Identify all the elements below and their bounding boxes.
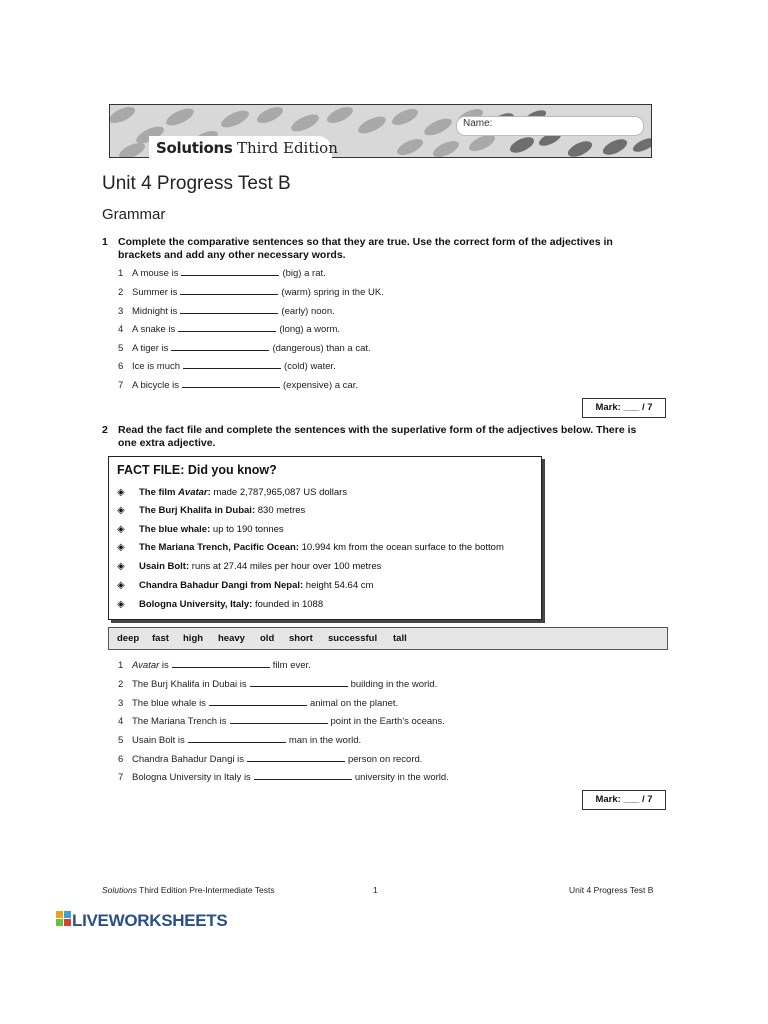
q1-item (118, 341, 371, 354)
q2-number: 2 (102, 424, 108, 436)
answer-blank[interactable] (180, 304, 278, 314)
item-post: (long) a worm. (279, 324, 341, 335)
word-bank-item: old (260, 633, 275, 644)
q1-item (118, 378, 358, 391)
name-label: Name: (463, 118, 493, 129)
diamond-bullet-icon: ◈ (117, 561, 125, 572)
item-number: 1 (118, 660, 124, 671)
item-number: 6 (118, 361, 124, 372)
diamond-bullet-icon: ◈ (117, 524, 125, 535)
item-number: 7 (118, 380, 124, 391)
item-post: (big) a rat. (282, 268, 326, 279)
q2-mark-box: Mark: ___ / 7 (582, 790, 666, 810)
q1-mark-box: Mark: ___ / 7 (582, 398, 666, 418)
item-post: person on record. (347, 754, 423, 765)
item-pre: Midnight is (132, 306, 178, 317)
item-pre: Ice is much (132, 361, 181, 372)
item-pre: Summer is (132, 287, 178, 298)
answer-blank[interactable] (209, 696, 307, 706)
footer-page-number: 1 (373, 885, 378, 895)
q2-item (118, 677, 437, 690)
fact-label: The blue whale: (139, 524, 211, 535)
fact-label-italic: Avatar (178, 487, 208, 498)
diamond-bullet-icon: ◈ (117, 487, 125, 498)
q1-number: 1 (102, 236, 108, 248)
q1-item (118, 359, 336, 372)
q1-item (118, 285, 384, 298)
item-pre: is (159, 660, 169, 671)
fact-label: Bologna University, Italy: (139, 599, 253, 610)
fact-label-colon: : (207, 487, 211, 498)
item-pre: The Mariana Trench is (132, 716, 227, 727)
fact-row (117, 599, 323, 610)
item-pre: A snake is (132, 324, 176, 335)
item-post: building in the world. (350, 679, 438, 690)
q2-item (118, 752, 422, 765)
word-bank-item: short (289, 633, 313, 644)
q2-item (118, 658, 311, 671)
fact-value: 10.994 km from the ocean surface to the bottom (298, 542, 504, 553)
item-number: 4 (118, 716, 124, 727)
item-pre: Bologna University in Italy is (132, 772, 251, 783)
item-post: university in the world. (354, 772, 449, 783)
fact-row (117, 561, 381, 572)
liveworksheets-logo-text[interactable]: LIVEWORKSHEETS (72, 911, 228, 930)
item-number: 3 (118, 306, 124, 317)
answer-blank[interactable] (182, 378, 280, 388)
item-post: (expensive) a car. (283, 380, 358, 391)
fact-value: made 2,787,965,087 US dollars (210, 487, 348, 498)
item-post: film ever. (272, 660, 311, 671)
item-pre-italic: Avatar (132, 660, 160, 671)
liveworksheets-logo-icon (56, 911, 72, 927)
fact-label: The Mariana Trench, Pacific Ocean: (139, 542, 299, 553)
item-pre: The blue whale is (132, 698, 206, 709)
answer-blank[interactable] (172, 658, 270, 668)
item-number: 5 (118, 343, 124, 354)
item-post: point in the Earth's oceans. (330, 716, 445, 727)
q2-item (118, 696, 398, 709)
answer-blank[interactable] (254, 770, 352, 780)
item-number: 4 (118, 324, 124, 335)
diamond-bullet-icon: ◈ (117, 580, 125, 591)
answer-blank[interactable] (247, 752, 345, 762)
answer-blank[interactable] (178, 322, 276, 332)
item-number: 2 (118, 679, 124, 690)
footer-title: Third Edition Pre-Intermediate Tests (136, 885, 275, 895)
item-post: (early) noon. (281, 306, 335, 317)
q2-item (118, 770, 449, 783)
answer-blank[interactable] (188, 733, 286, 743)
item-post: animal on the planet. (309, 698, 399, 709)
page-title: Unit 4 Progress Test B (102, 173, 291, 194)
brand-edition: Third Edition (237, 139, 338, 157)
item-post: (cold) water. (284, 361, 336, 372)
diamond-bullet-icon: ◈ (117, 505, 125, 516)
footer-left (102, 885, 275, 895)
brand-solutions: Solutions (156, 139, 233, 157)
item-post: man in the world. (288, 735, 362, 746)
item-number: 7 (118, 772, 124, 783)
fact-value: 830 metres (255, 505, 306, 516)
item-number: 5 (118, 735, 124, 746)
q2-instruction: Read the fact file and complete the sentences with the superlative form of the adjectives below. There is one extra adjective. (118, 424, 637, 449)
item-pre: A mouse is (132, 268, 179, 279)
fact-row (117, 505, 305, 516)
diamond-bullet-icon: ◈ (117, 599, 125, 610)
q2-item (118, 714, 445, 727)
section-heading: Grammar (102, 206, 166, 223)
fact-row (117, 487, 347, 498)
fact-value: height 54.64 cm (303, 580, 374, 591)
fact-row (117, 542, 504, 553)
item-post: (warm) spring in the UK. (281, 287, 384, 298)
word-bank-item: fast (152, 633, 169, 644)
answer-blank[interactable] (181, 266, 279, 276)
word-bank-item: successful (328, 633, 378, 644)
answer-blank[interactable] (250, 677, 348, 687)
answer-blank[interactable] (230, 714, 328, 724)
q1-item (118, 266, 326, 279)
item-pre: Chandra Bahadur Dangi is (132, 754, 244, 765)
item-number: 1 (118, 268, 124, 279)
item-number: 6 (118, 754, 124, 765)
item-pre: A bicycle is (132, 380, 179, 391)
item-post: (dangerous) than a cat. (272, 343, 371, 354)
item-pre: Usain Bolt is (132, 735, 185, 746)
answer-blank[interactable] (180, 285, 278, 295)
fact-row (117, 580, 373, 591)
fact-row (117, 524, 284, 535)
answer-blank[interactable] (183, 359, 281, 369)
diamond-bullet-icon: ◈ (117, 542, 125, 553)
word-bank-item: heavy (218, 633, 245, 644)
fact-label: The Burj Khalifa in Dubai: (139, 505, 256, 516)
fact-file-title: FACT FILE: Did you know? (117, 463, 277, 477)
q1-item (118, 304, 335, 317)
q1-instruction: Complete the comparative sentences so that they are true. Use the correct form of the adjectives in brackets and add any other necessary words. (118, 236, 613, 261)
item-pre: A tiger is (132, 343, 169, 354)
fact-value: founded in 1088 (252, 599, 324, 610)
item-number: 2 (118, 287, 124, 298)
footer-right: Unit 4 Progress Test B (569, 885, 654, 895)
word-bank-item: deep (117, 633, 140, 644)
fact-label: Chandra Bahadur Dangi from Nepal: (139, 580, 304, 591)
answer-blank[interactable] (171, 341, 269, 351)
word-bank-item: tall (393, 633, 407, 644)
item-number: 3 (118, 698, 124, 709)
word-bank-item: high (183, 633, 204, 644)
q2-item (118, 733, 361, 746)
fact-label: Usain Bolt: (139, 561, 190, 572)
item-pre: The Burj Khalifa in Dubai is (132, 679, 247, 690)
footer-series: Solutions (102, 885, 137, 895)
fact-value: up to 190 tonnes (210, 524, 284, 535)
fact-file-box (108, 456, 542, 620)
q1-item (118, 322, 340, 335)
fact-label: The film (139, 487, 179, 498)
fact-value: runs at 27.44 miles per hour over 100 metres (189, 561, 382, 572)
